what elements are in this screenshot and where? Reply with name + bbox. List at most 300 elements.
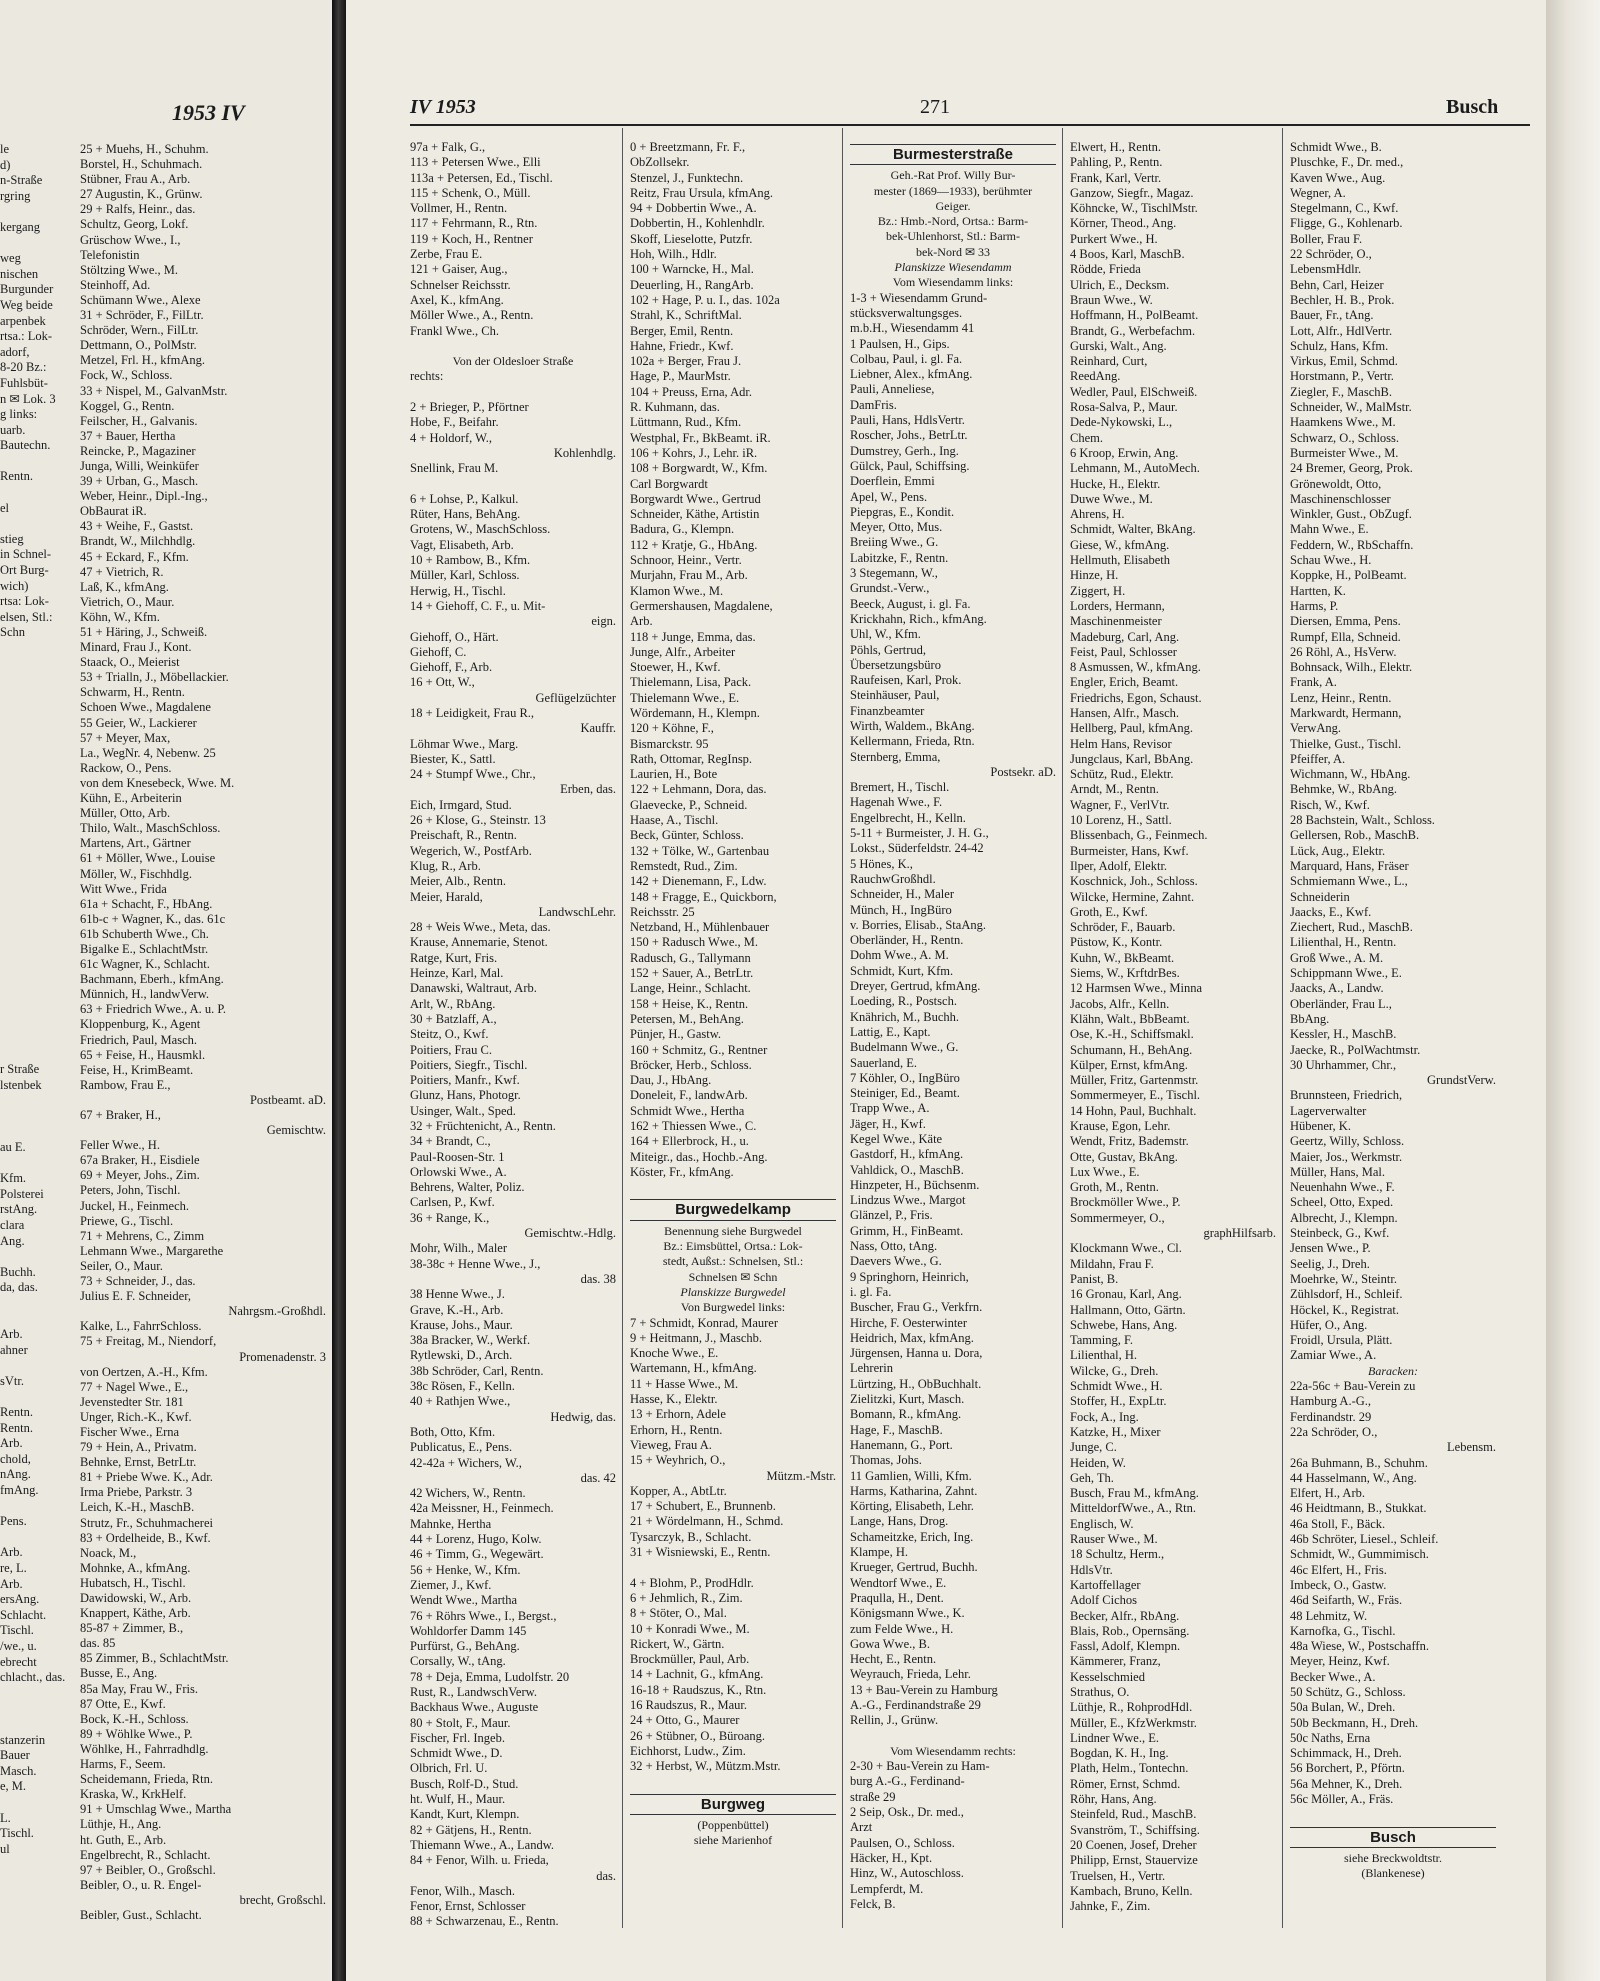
directory-entry: Strutz, Fr., Schuhmacherei: [80, 1515, 213, 1530]
directory-entry: [1290, 1807, 1496, 1822]
directory-entry: 38a Bracker, W., Werkf.: [410, 1333, 531, 1348]
directory-entry: Schwarz, O., Schloss.: [1290, 430, 1400, 445]
directory-entry: Rellin, J., Grünw.: [850, 1713, 939, 1728]
page-edge: [1546, 0, 1600, 1981]
directory-entry: 11 + Hasse Wwe., M.: [630, 1376, 739, 1391]
directory-entry: Orlowski Wwe., A.: [410, 1164, 507, 1179]
directory-entry: Engler, Erich, Beamt.: [1070, 675, 1179, 690]
directory-entry: [0, 1031, 74, 1047]
directory-entry: Rambow, Frau E.,: [80, 1077, 171, 1092]
directory-entry: Praqulla, H., Dent.: [850, 1590, 944, 1605]
directory-entry: [0, 813, 74, 829]
directory-entry: Fock, A., Ing.: [1070, 1409, 1139, 1424]
directory-entry: Schumann, H., BehAng.: [1070, 1042, 1193, 1057]
directory-entry: Jevenstedter Str. 181: [80, 1394, 184, 1409]
directory-entry: Arb.: [0, 1545, 23, 1560]
directory-entry: chold,: [0, 1451, 31, 1466]
directory-entry: ersAng.: [0, 1592, 40, 1607]
directory-entry: Geh, Th.: [1070, 1470, 1114, 1485]
directory-entry: fmAng.: [0, 1483, 39, 1498]
directory-entry: Kloppenburg, K., Agent: [80, 1017, 201, 1032]
directory-entry: Netzband, H., Mühlenbauer: [630, 920, 770, 935]
directory-entry: 11 Gamlien, Willi, Kfm.: [850, 1468, 972, 1483]
directory-entry: Axel, K., kfmAng.: [410, 292, 504, 307]
directory-entry: [0, 516, 74, 532]
directory-entry: 47 + Vietrich, R.: [80, 564, 164, 579]
directory-entry: Dau, J., HbAng.: [630, 1073, 712, 1088]
directory-entry: (Poppenbüttel): [697, 1818, 769, 1833]
directory-entry: 38 Henne Wwe., J.: [410, 1287, 505, 1302]
directory-entry: Labitzke, F., Rentn.: [850, 550, 949, 565]
directory-entry: Planskizze Burgwedel: [680, 1284, 786, 1299]
directory-entry: Steinhoff, Ad.: [80, 277, 151, 292]
directory-entry: 150 + Radusch Wwe., M.: [630, 935, 758, 950]
directory-entry: Römer, Ernst, Schmd.: [1070, 1776, 1181, 1791]
directory-entry: 10 Lorenz, H., Sattl.: [1070, 813, 1172, 828]
directory-entry: Engelbrecht, H., Kelln.: [850, 810, 966, 825]
directory-entry: 97a + Falk, G.,: [410, 140, 486, 154]
directory-entry: 28 + Weis Wwe., Meta, das.: [410, 920, 551, 935]
column-3: [850, 140, 1056, 1912]
directory-entry: 46 Heidtmann, B., Stukkat.: [1290, 1501, 1427, 1516]
directory-entry: Scheel, Otto, Exped.: [1290, 1195, 1394, 1210]
directory-entry: Feilscher, H., Galvanis.: [80, 413, 198, 428]
left-page: [0, 0, 332, 1981]
directory-entry: Behmke, W., RbAng.: [1290, 782, 1397, 797]
directory-entry: Jensen Wwe., P.: [1290, 1241, 1371, 1256]
directory-entry: Trapp Wwe., A.: [850, 1101, 930, 1116]
directory-entry: 38-38c + Henne Wwe., J.,: [410, 1256, 541, 1271]
column-divider: [622, 128, 623, 1928]
directory-entry: Lück, Aug., Elektr.: [1290, 843, 1386, 858]
directory-entry: 79 + Hein, A., Privatm.: [80, 1440, 197, 1455]
directory-entry: Kellermann, Frieda, Rtn.: [850, 734, 975, 749]
directory-entry: rechts:: [410, 369, 444, 384]
directory-entry: [0, 1499, 74, 1515]
directory-entry: Wilcke, G., Dreh.: [1070, 1363, 1159, 1378]
directory-entry: Königsmann Wwe., K.: [850, 1606, 965, 1621]
directory-entry: Lilienthal, H.: [1070, 1348, 1137, 1363]
directory-entry: 7 + Schmidt, Konrad, Maurer: [630, 1315, 778, 1330]
directory-entry: Liebner, Alex., kfmAng.: [850, 367, 973, 382]
directory-entry: [0, 1109, 74, 1125]
directory-entry: 10 + Konradi Wwe., M.: [630, 1621, 750, 1636]
directory-entry: [0, 781, 74, 797]
directory-entry: bek-Uhlenhorst, Stl.: Barm-: [886, 229, 1020, 244]
directory-entry: Kegel Wwe., Käte: [850, 1132, 943, 1146]
directory-entry: Rackow, O., Pens.: [80, 760, 172, 775]
directory-entry: 2-30 + Bau-Verein zu Ham-: [850, 1759, 990, 1774]
directory-entry: Bechler, H. B., Prok.: [1290, 292, 1395, 307]
directory-entry: Brandt, G., Werbefachm.: [1070, 323, 1196, 338]
directory-entry: 46b Schröter, Liesel., Schleif.: [1290, 1532, 1439, 1547]
directory-entry: Finanzbeamter: [850, 703, 925, 718]
directory-entry: Schameitzke, Erich, Ing.: [850, 1529, 974, 1544]
directory-entry: 71 + Mehrens, C., Zimm: [80, 1228, 205, 1243]
directory-entry: Fuhlsbüt-: [0, 375, 48, 390]
directory-entry: 32 + Herbst, W., Mützm.Mstr.: [630, 1759, 781, 1774]
directory-entry: [0, 703, 74, 719]
directory-entry: Gastdorf, H., kfmAng.: [850, 1147, 964, 1162]
directory-entry: Buchh.: [0, 1264, 36, 1279]
directory-entry: Reitz, Frau Ursula, kfmAng.: [630, 185, 774, 200]
directory-entry: Julius E. F. Schneider,: [80, 1289, 191, 1304]
directory-entry: Mahn Wwe., E.: [1290, 522, 1369, 537]
directory-entry: 44 Hasselmann, W., Ang.: [1290, 1470, 1417, 1485]
directory-entry: [0, 1046, 74, 1062]
directory-entry: Beeck, August, i. gl. Fa.: [850, 596, 971, 611]
directory-entry: 82 + Gätjens, H., Rentn.: [410, 1822, 532, 1837]
directory-entry: Lebensm.: [1447, 1440, 1496, 1455]
directory-entry: Lindzus Wwe., Margot: [850, 1193, 966, 1208]
directory-entry: Gemischtw.-Hdlg.: [524, 1226, 616, 1241]
directory-entry: Schmidt, W., Gummimisch.: [1290, 1547, 1429, 1562]
directory-entry: Vollmer, H., Rentn.: [410, 201, 508, 216]
directory-entry: Steinhäuser, Paul,: [850, 688, 940, 703]
directory-entry: Kaven Wwe., Aug.: [1290, 170, 1386, 185]
directory-entry: [0, 844, 74, 860]
directory-entry: 46d Seifarth, W., Fräs.: [1290, 1593, 1403, 1608]
directory-entry: Staack, O., Meierist: [80, 655, 180, 670]
directory-entry: Nass, Otto, tAng.: [850, 1239, 938, 1254]
directory-entry: Becker, Alfr., RbAng.: [1070, 1608, 1180, 1623]
directory-entry: Ratge, Kurt, Fris.: [410, 950, 498, 965]
directory-entry: [0, 719, 74, 735]
directory-entry: 61a + Schacht, F., HbAng.: [80, 896, 213, 911]
directory-entry: [0, 984, 74, 1000]
directory-entry: [0, 204, 74, 220]
directory-entry: Giehoff, F., Arb.: [410, 660, 493, 675]
directory-entry: [0, 1296, 74, 1312]
directory-entry: [0, 750, 74, 766]
directory-entry: Ziechert, Rud., MaschB.: [1290, 920, 1413, 935]
directory-entry: Röhr, Hans, Ang.: [1070, 1792, 1157, 1807]
directory-entry: Fock, W., Schloss.: [80, 368, 173, 383]
directory-entry: Koschnick, Joh., Schloss.: [1070, 874, 1198, 889]
directory-entry: Skoff, Lieselotte, Putzfr.: [630, 231, 753, 246]
directory-entry: in Schnel-: [0, 547, 52, 562]
directory-entry: Hoffmann, H., PolBeamt.: [1070, 308, 1199, 323]
directory-entry: Gemischtw.: [266, 1123, 326, 1138]
directory-entry: 77 + Nagel Wwe., E.,: [80, 1379, 189, 1394]
directory-entry: el: [0, 500, 10, 515]
directory-entry: Oberländer, Frau L.,: [1290, 996, 1392, 1011]
directory-entry: Hasse, K., Elektr.: [630, 1392, 718, 1407]
directory-entry: Badura, G., Klempn.: [630, 522, 735, 537]
directory-entry: [0, 968, 74, 984]
directory-entry: das. 38: [580, 1271, 616, 1286]
directory-entry: Hahne, Friedr., Kwf.: [630, 338, 734, 353]
directory-entry: Burmeister, Hans, Kwf.: [1070, 843, 1189, 858]
directory-entry: Hinze, H.: [1070, 568, 1119, 583]
left-margin-fragments: [0, 142, 74, 1857]
directory-entry: 78 + Deja, Emma, Ludolfstr. 20: [410, 1669, 570, 1684]
directory-entry: Körner, Theod., Ang.: [1070, 216, 1177, 231]
directory-entry: Grimm, H., FinBeamt.: [850, 1223, 964, 1238]
directory-entry: 65 + Feise, H., Hausmkl.: [80, 1047, 206, 1062]
directory-entry: Strahl, K., SchriftMal.: [630, 308, 742, 323]
directory-entry: 57 + Meyer, Max,: [80, 730, 171, 745]
directory-entry: 113a + Petersen, Ed., Tischl.: [410, 170, 553, 185]
directory-entry: [0, 953, 74, 969]
directory-entry: GrundstVerw.: [1427, 1073, 1496, 1088]
directory-entry: 38b Schröder, Carl, Rentn.: [410, 1363, 544, 1378]
directory-entry: Jaecke, R., PolWachtmstr.: [1290, 1042, 1421, 1057]
directory-entry: rtsa: Lok-: [0, 594, 49, 609]
directory-entry: Thilo, Walt., MaschSchloss.: [80, 821, 221, 836]
directory-entry: Müller, Otto, Arb.: [80, 806, 171, 821]
directory-entry: 108 + Borgwardt, W., Kfm.: [630, 461, 768, 476]
directory-entry: Krause, Annemarie, Stenot.: [410, 935, 548, 950]
directory-entry: Schmidt Wwe., H.: [1070, 1379, 1163, 1394]
directory-entry: Krause, Egon, Lehr.: [1070, 1119, 1171, 1133]
directory-entry: [0, 891, 74, 907]
directory-entry: [0, 766, 74, 782]
directory-entry: Svanström, T., Schiffsing.: [1070, 1822, 1200, 1837]
directory-entry: Ort Burg-: [0, 563, 49, 578]
directory-entry: mester (1869—1933), berühmter: [873, 183, 1033, 198]
directory-entry: 16-18 + Raudszus, K., Rtn.: [630, 1682, 767, 1697]
directory-entry: 8 Asmussen, W., kfmAng.: [1070, 660, 1201, 675]
directory-entry: 94 + Dobbertin Wwe., A.: [630, 201, 757, 216]
directory-entry: Hellmuth, Elisabeth: [1070, 553, 1170, 568]
directory-entry: g links:: [0, 407, 38, 422]
directory-entry: Schmidt, Walter, BkAng.: [1070, 522, 1196, 537]
directory-entry: Kambach, Bruno, Kelln.: [1070, 1883, 1193, 1898]
directory-entry: Pünjer, H., Gastw.: [630, 1027, 722, 1042]
directory-entry: Miteigr., das., Hochb.-Ang.: [630, 1149, 768, 1164]
directory-entry: 119 + Koch, H., Rentner: [410, 231, 533, 246]
directory-entry: 142 + Dienemann, F., Ldw.: [630, 874, 767, 889]
directory-entry: Jaacks, E., Kwf.: [1290, 904, 1372, 919]
directory-entry: 6 Kroop, Erwin, Ang.: [1070, 445, 1179, 460]
directory-entry: Lindner Wwe., E.: [1070, 1730, 1159, 1745]
directory-entry: Lehmann, M., AutoMech.: [1070, 461, 1200, 476]
directory-entry: Grave, K.-H., Arb.: [410, 1302, 504, 1317]
directory-entry: Juckel, H., Feinmech.: [80, 1198, 190, 1213]
directory-entry: lstenbek: [0, 1077, 42, 1092]
directory-entry: Berger, Emil, Rentn.: [630, 323, 734, 338]
directory-entry: Pluschke, F., Dr. med.,: [1290, 155, 1404, 170]
directory-entry: [0, 1530, 74, 1546]
directory-entry: Klähn, Walt., BbBeamt.: [1070, 1011, 1190, 1026]
directory-entry: 43 + Weihe, F., Gastst.: [80, 519, 194, 534]
directory-entry: [0, 875, 74, 891]
directory-entry: Schoen Wwe., Magdalene: [80, 700, 211, 715]
directory-entry: Jacobs, Alfr., Kelln.: [1070, 996, 1170, 1011]
directory-entry: Hobe, F., Beifahr.: [410, 415, 499, 430]
directory-entry: 50 Schütz, G., Schloss.: [1290, 1684, 1406, 1699]
directory-entry: 121 + Gaiser, Aug.,: [410, 262, 508, 277]
directory-entry: Rentn.: [0, 1405, 33, 1420]
directory-entry: Gülck, Paul, Schiffsing.: [850, 458, 970, 473]
directory-entry: n-Straße: [0, 173, 43, 188]
directory-entry: 4 + Blohm, P., ProdHdlr.: [630, 1575, 754, 1590]
directory-entry: 51 + Häring, J., Schweiß.: [80, 625, 208, 639]
directory-entry: 26a Buhmann, B., Schuhm.: [1290, 1455, 1428, 1470]
directory-entry: graphHilfsarb.: [1203, 1226, 1276, 1241]
directory-entry: Zühlsdorf, H., Schleif.: [1290, 1287, 1403, 1302]
directory-entry: 29 + Ralfs, Heinr., das.: [80, 202, 196, 217]
directory-entry: [850, 1729, 1056, 1744]
directory-entry: Arb.: [0, 1576, 23, 1591]
directory-entry: 2 + Brieger, P., Pförtner: [410, 400, 529, 415]
directory-entry: Scheidemann, Frieda, Rtn.: [80, 1772, 213, 1787]
directory-entry: 4 Boos, Karl, MaschB.: [1070, 247, 1185, 262]
directory-entry: 45 + Eckard, F., Kfm.: [80, 549, 189, 564]
directory-entry: Körting, Elisabeth, Lehr.: [850, 1499, 974, 1514]
directory-entry: Harms, P.: [1290, 598, 1339, 613]
directory-entry: Winkler, Gust., ObZugf.: [1290, 507, 1412, 522]
directory-entry: [0, 641, 74, 657]
directory-entry: Vietrich, O., Maur.: [80, 594, 175, 609]
directory-entry: von dem Knesebeck, Wwe. M.: [80, 775, 235, 790]
directory-entry: 13 + Erhorn, Adele: [630, 1407, 726, 1422]
directory-entry: 152 + Sauer, A., BetrLtr.: [630, 966, 754, 981]
directory-entry: Marquard, Hans, Fräser: [1290, 858, 1409, 873]
directory-entry: 31 + Wisniewski, E., Rentn.: [630, 1545, 771, 1560]
directory-entry: Bauer, Fr., tAng.: [1290, 308, 1374, 323]
directory-entry: Junge, C.: [1070, 1440, 1117, 1455]
directory-entry: Horstmann, P., Vertr.: [1290, 369, 1394, 384]
directory-entry: v. Borries, Elisab., StaAng.: [850, 917, 986, 932]
directory-entry: Münch, H., IngBüro: [850, 902, 952, 917]
directory-entry: Tysarczyk, B., Schlacht.: [630, 1529, 752, 1544]
directory-entry: Wartemann, H., kfmAng.: [630, 1361, 757, 1376]
directory-entry: 33 + Nispel, M., GalvanMstr.: [80, 383, 228, 398]
directory-entry: Schneiderin: [1290, 889, 1350, 904]
directory-entry: Roscher, Johs., BetrLtr.: [850, 428, 968, 443]
directory-entry: r Straße: [0, 1062, 40, 1077]
directory-entry: Meyer, Otto, Mus.: [850, 520, 943, 535]
directory-entry: Thomas, Johs.: [850, 1453, 922, 1468]
directory-entry: 39 + Urban, G., Masch.: [80, 474, 199, 489]
directory-entry: Feist, Paul, Schlosser: [1070, 644, 1177, 659]
directory-entry: Hage, F., MaschB.: [850, 1422, 943, 1437]
column-4: [1070, 140, 1276, 1914]
directory-entry: Heinze, Karl, Mal.: [410, 966, 504, 981]
directory-entry: 32 + Früchtenicht, A., Rentn.: [410, 1119, 556, 1133]
directory-entry: Biester, K., Sattl.: [410, 751, 496, 766]
directory-entry: A.-G., Ferdinandstraße 29: [850, 1697, 981, 1712]
directory-entry: Köster, Fr., kfmAng.: [630, 1164, 734, 1179]
directory-entry: Tischl.: [0, 1623, 34, 1638]
directory-entry: 16 + Ott, W.,: [410, 675, 475, 690]
directory-entry: [630, 1560, 836, 1575]
directory-entry: e, M.: [0, 1779, 27, 1794]
directory-entry: Lürtzing, H., ObBuchhalt.: [850, 1376, 982, 1391]
directory-entry: Schneider, H., Maler: [850, 887, 954, 902]
directory-entry: le: [0, 142, 10, 156]
directory-entry: Risch, W., Kwf.: [1290, 797, 1370, 812]
directory-entry: Thielke, Gust., Tischl.: [1290, 736, 1402, 751]
directory-entry: Hinz, W., Autoschloss.: [850, 1866, 964, 1881]
directory-entry: Bauer: [0, 1748, 30, 1763]
directory-entry: Nahrgsm.-Großhdl.: [228, 1304, 326, 1319]
directory-entry: Lattig, E., Kapt.: [850, 1024, 931, 1039]
directory-entry: 61b Schuberth Wwe., Ch.: [80, 926, 209, 941]
directory-entry: Wördemann, H., Klempn.: [630, 705, 760, 720]
directory-entry: Klockmann Wwe., Cl.: [1070, 1241, 1182, 1256]
directory-entry: Busse, E., Ang.: [80, 1666, 158, 1681]
directory-entry: Preischaft, R., Rentn.: [410, 828, 517, 843]
directory-entry: Schröder, F., Bauarb.: [1070, 920, 1176, 935]
directory-entry: Steitz, O., Kwf.: [410, 1027, 489, 1042]
directory-entry: 63 + Friedrich Wwe., A. u. P.: [80, 1002, 227, 1017]
directory-entry: Doneleit, F., landwArb.: [630, 1088, 748, 1103]
directory-entry: Müller, Fritz, Gartenmstr.: [1070, 1073, 1199, 1088]
directory-entry: 8 + Stöter, O., Mal.: [630, 1606, 727, 1621]
directory-entry: Jaacks, A., Landw.: [1290, 981, 1384, 996]
directory-entry: Remstedt, Rud., Zim.: [630, 858, 738, 873]
directory-entry: Priewe, G., Tischl.: [80, 1213, 174, 1228]
column-divider: [842, 128, 843, 1928]
directory-entry: Panist, B.: [1070, 1271, 1119, 1286]
directory-entry: Meier, Alb., Rentn.: [410, 874, 507, 889]
directory-entry: Publicatus, E., Pens.: [410, 1440, 513, 1455]
directory-entry: Wohldorfer Damm 145: [410, 1623, 527, 1638]
directory-entry: Wilcke, Hermine, Zahnt.: [1070, 889, 1195, 904]
directory-entry: Mützm.-Mstr.: [766, 1468, 836, 1483]
directory-entry: Lilienthal, H., Rentn.: [1290, 935, 1397, 950]
directory-entry: ht. Guth, E., Arb.: [80, 1832, 167, 1847]
directory-entry: 1 Paulsen, H., Gips.: [850, 336, 950, 351]
directory-entry: 42 Wichers, W., Rentn.: [410, 1486, 526, 1501]
directory-entry: brecht, Großschl.: [239, 1892, 326, 1907]
directory-entry: [0, 485, 74, 501]
directory-entry: 148 + Fragge, E., Quickborn,: [630, 889, 777, 904]
directory-entry: Rath, Ottomar, RegInsp.: [630, 751, 753, 766]
directory-entry: Karnofka, G., Tischl.: [1290, 1623, 1396, 1638]
directory-entry: [0, 1249, 74, 1265]
directory-entry: Brunnsteen, Friedrich,: [1290, 1088, 1403, 1103]
directory-entry: [0, 1015, 74, 1031]
directory-entry: stanzerin: [0, 1732, 46, 1747]
directory-entry: Eichhorst, Ludw., Zim.: [630, 1743, 746, 1758]
directory-entry: Masch.: [0, 1763, 37, 1778]
directory-entry: ebrecht: [0, 1654, 37, 1669]
directory-entry: 50b Beckmann, H., Dreh.: [1290, 1715, 1419, 1730]
directory-entry: ObZollsekr.: [630, 155, 690, 170]
directory-entry: Becker Wwe., A.: [1290, 1669, 1376, 1684]
directory-entry: /we., u.: [0, 1639, 37, 1653]
directory-entry: clara: [0, 1217, 25, 1232]
directory-entry: Metzel, Frl. H., kfmAng.: [80, 353, 205, 368]
directory-entry: Koggel, G., Rentn.: [80, 398, 175, 413]
directory-entry: 102a + Berger, Frau J.: [630, 354, 742, 369]
directory-entry: Pens.: [0, 1514, 27, 1529]
directory-entry: Noack, M.,: [80, 1545, 137, 1560]
directory-entry: Pauli, Anneliese,: [850, 382, 935, 397]
column-5: [1290, 140, 1496, 1882]
directory-entry: 56c Möller, A., Fräs.: [1290, 1792, 1394, 1807]
directory-entry: Siems, W., KrftdrBes.: [1070, 966, 1180, 981]
directory-entry: HdlsVtr.: [1070, 1562, 1113, 1577]
street-heading: Busch: [1290, 1827, 1496, 1848]
directory-entry: kergang: [0, 219, 41, 234]
directory-entry: [0, 937, 74, 953]
directory-entry: Oberländer, H., Rentn.: [850, 933, 964, 948]
directory-entry: rstAng.: [0, 1202, 38, 1217]
directory-entry: Fligge, G., Kohlenarb.: [1290, 216, 1403, 231]
directory-entry: Raufeisen, Karl, Prok.: [850, 673, 962, 688]
directory-entry: Knappert, Käthe, Arb.: [80, 1606, 191, 1621]
directory-entry: [0, 906, 74, 922]
directory-entry: Sommermeyer, O.,: [1070, 1210, 1165, 1225]
directory-entry: Rytlewski, D., Arch.: [410, 1348, 513, 1363]
directory-entry: Arb.: [630, 614, 653, 629]
directory-entry: Kopper, A., AbtLtr.: [630, 1483, 727, 1498]
